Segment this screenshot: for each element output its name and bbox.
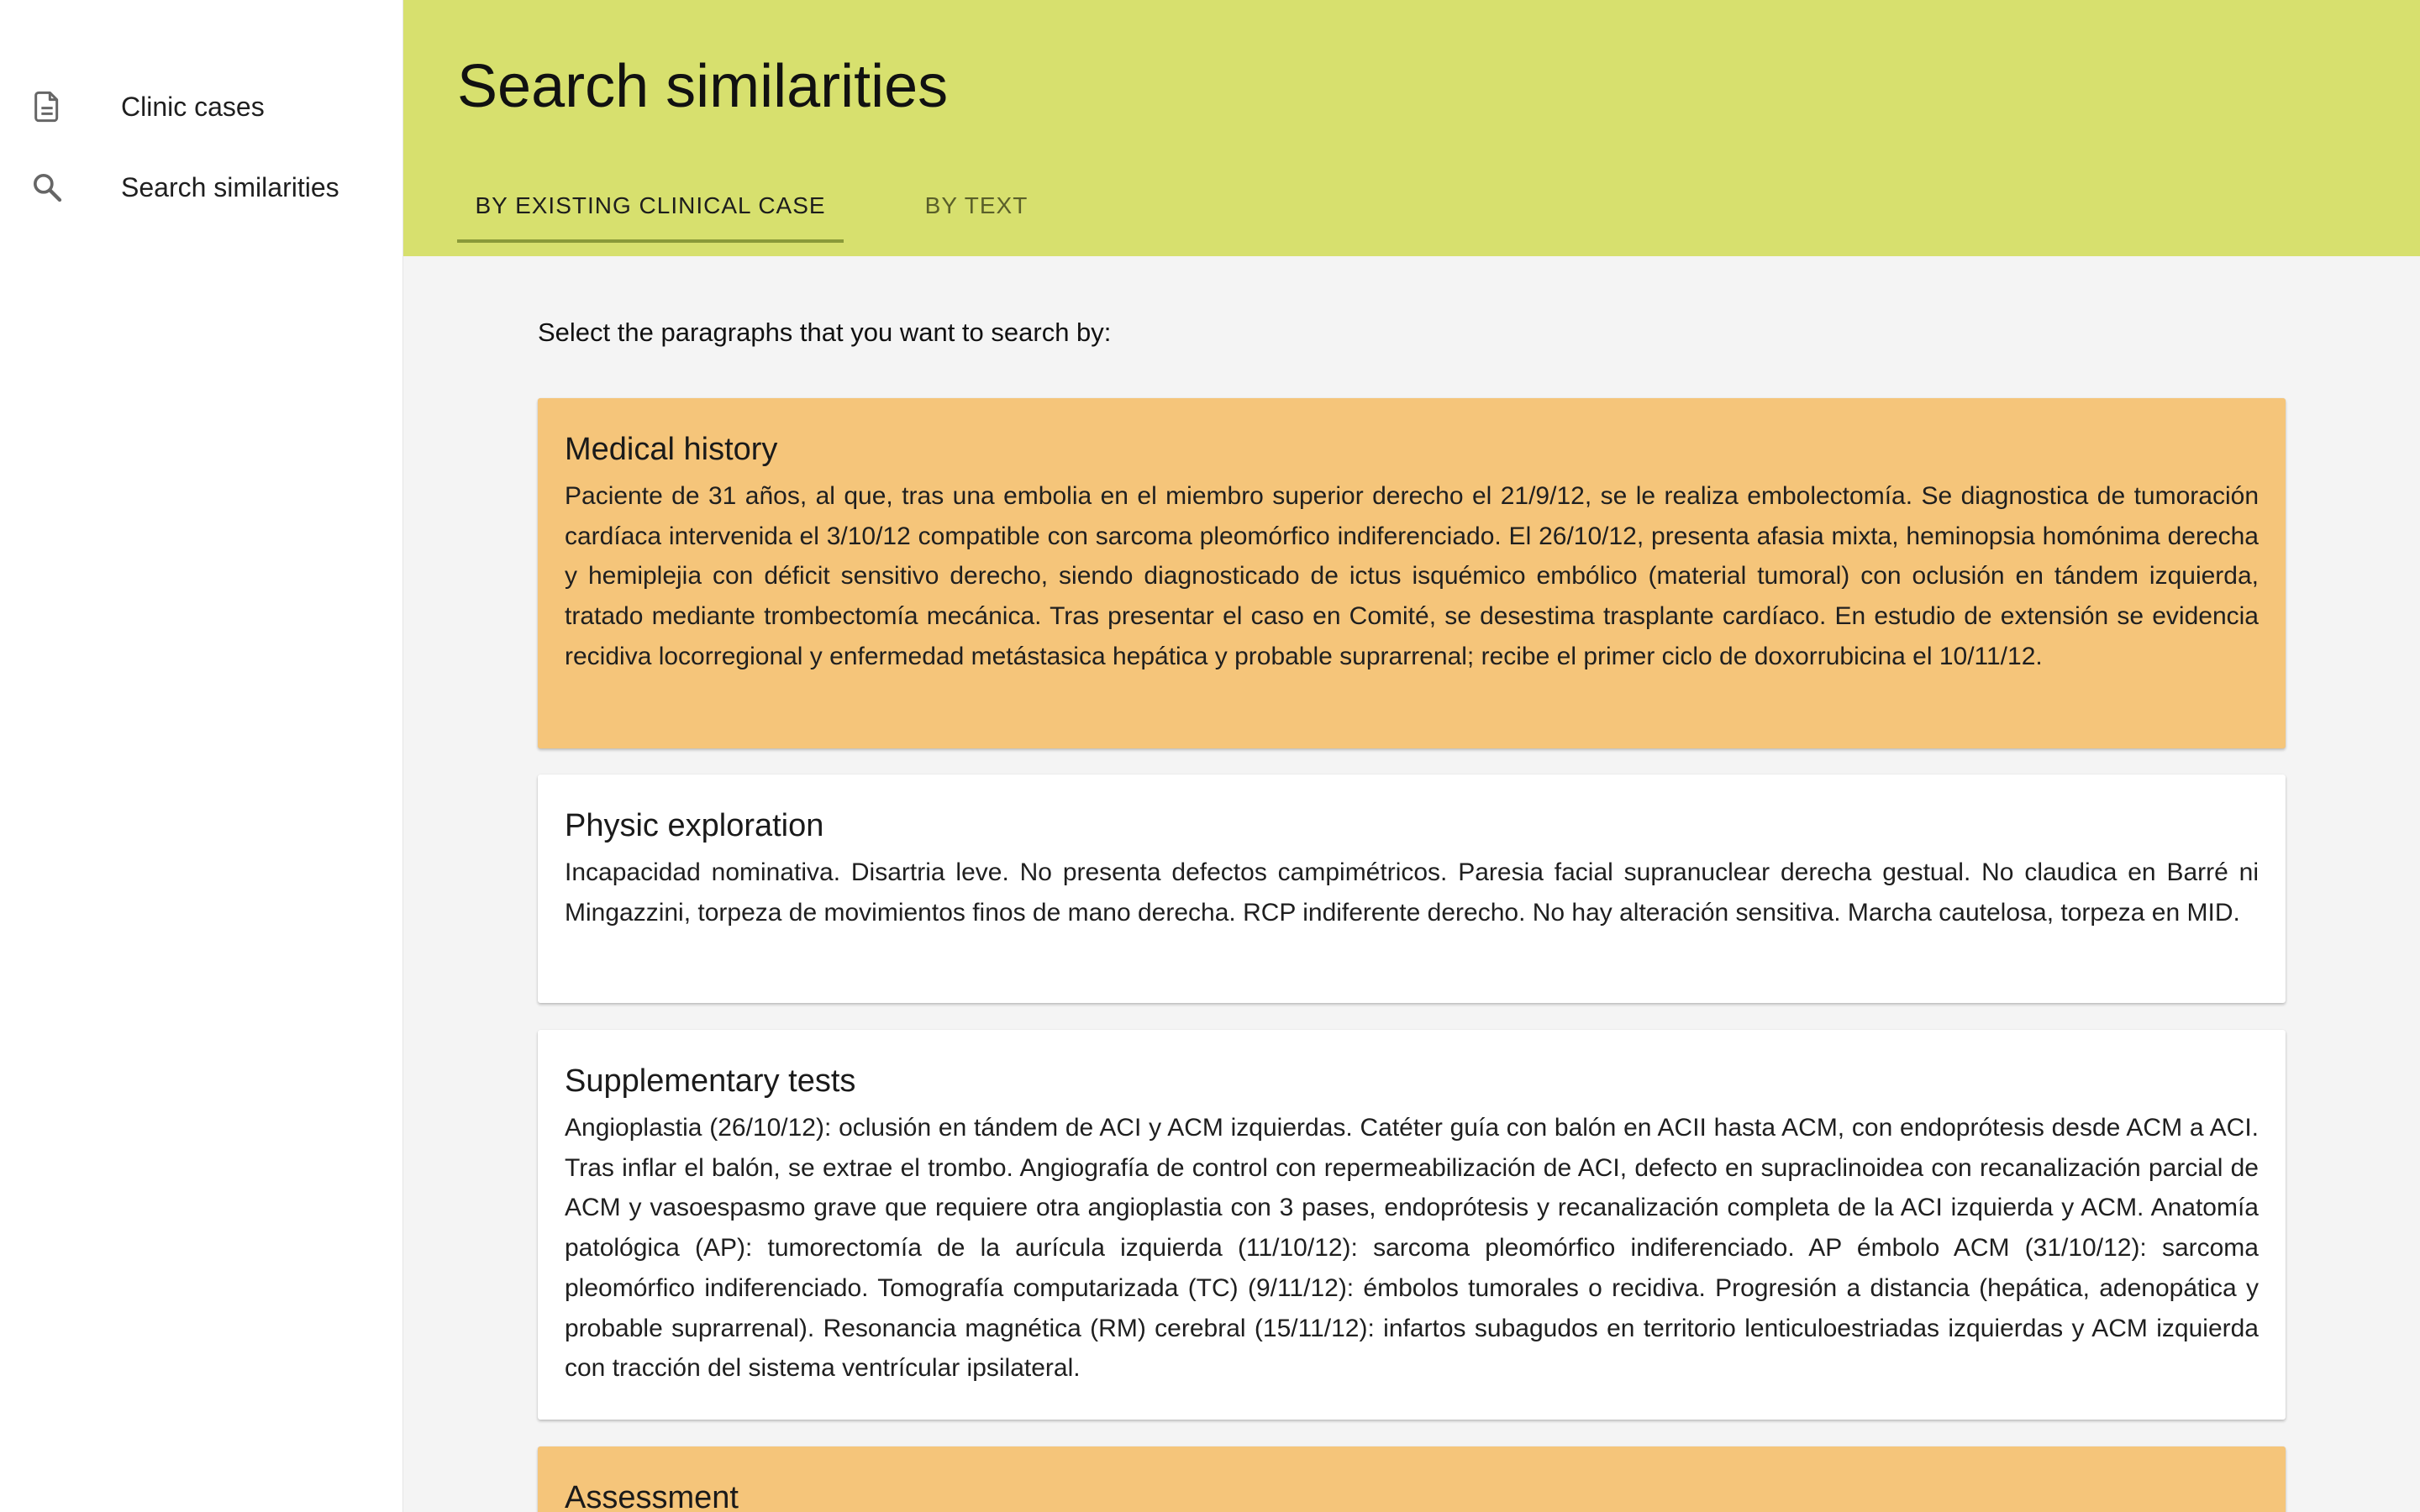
section-text: Angioplastia (26/10/12): oclusión en tándem de ACI y ACM izquierdas. Catéter guía con balón en ACII hasta ACM, con endoprótesis desde ACM a ACI. Tras inflar el balón, se extrae el trombo. Angiografía de control con repermeabilización de ACI, defecto en supraclinoidea con recanalización parcial de ACM y vasoespasmo grave que requiere otra angioplastia con 3 pases, endoprótesis y recanalización completa de la ACI izquierda y ACM. Anatomía patológica (AP): tumorectomía de la aurícula izquierda (11/10/12): sarcoma pleomórfico indiferenciado. AP émbolo ACM (31/10/12): sarcoma pleomórfico indiferenciado. Tomografía computarizada (TC) (9/11/12): émbolos tumorales o recidiva. Progresión a distancia (hepática, adenopática y probable suprarrenal). Resonancia magnética (RM) cerebral (15/11/12): infartos subagudos en territorio lenticuloestriadas izquierdas y ACM izquierda con tracción del sistema ventrícular ipsilateral. — [565, 1114, 2259, 1383]
section-text: Incapacidad nominativa. Disartria leve. No presenta defectos campimétricos. Paresia facial supranuclear derecha gestual. No claudica en Barré ni Mingazzini, torpeza de movimientos finos de mano derecha. RCP indiferente derecho. No hay alteración sensitiva. Marcha cautelosa, torpeza en MID. — [565, 858, 2259, 927]
search-icon — [30, 171, 64, 204]
section-card-medical-history[interactable] — [538, 398, 2286, 748]
document-icon — [30, 90, 64, 123]
section-title: Physic exploration — [565, 808, 824, 843]
sidebar — [0, 0, 403, 1512]
sidebar-item-clinic-cases[interactable] — [0, 69, 403, 144]
sidebar-item-label: Search similarities — [121, 171, 339, 202]
page-title: Search similarities — [457, 53, 949, 120]
section-card-assessment[interactable] — [538, 1446, 2286, 1512]
tab-by-existing-clinical-case[interactable]: BY EXISTING CLINICAL CASE — [475, 192, 826, 218]
section-card-physic-exploration[interactable] — [538, 774, 2286, 1003]
page-header — [403, 0, 2420, 256]
active-tab-indicator — [457, 239, 844, 243]
sidebar-item-label: Clinic cases — [121, 91, 265, 122]
sidebar-item-search-similarities[interactable] — [0, 150, 403, 225]
section-title: Medical history — [565, 432, 778, 467]
instruction-text: Select the paragraphs that you want to search by: — [538, 318, 1112, 347]
section-card-supplementary-tests[interactable] — [538, 1030, 2286, 1420]
section-title: Assessment — [565, 1480, 739, 1512]
section-text: Paciente de 31 años, al que, tras una embolia en el miembro superior derecho el 21/9/12, se le realiza embolectomía. Se diagnostica de tumoración cardíaca intervenida el 3/10/12 compatible con sarcoma pleomórfico indiferenciado. El 26/10/12, presenta afasia mixta, heminopsia homónima derecha y hemiplejia con déficit sensitivo derecho, siendo diagnosticado de ictus isquémico embólico (material tumoral) con oclusión en tándem izquierda, tratado mediante trombectomía mecánica. Tras presentar el caso en Comité, se desestima trasplante cardíaco. En estudio de extensión se evidencia recidiva locorregional y enfermedad metástasica hepática y probable suprarrenal; recibe el primer ciclo de doxorrubicina el 10/11/12. — [565, 482, 2259, 670]
tab-by-text[interactable]: BY TEXT — [924, 192, 1028, 218]
section-title: Supplementary tests — [565, 1063, 856, 1099]
